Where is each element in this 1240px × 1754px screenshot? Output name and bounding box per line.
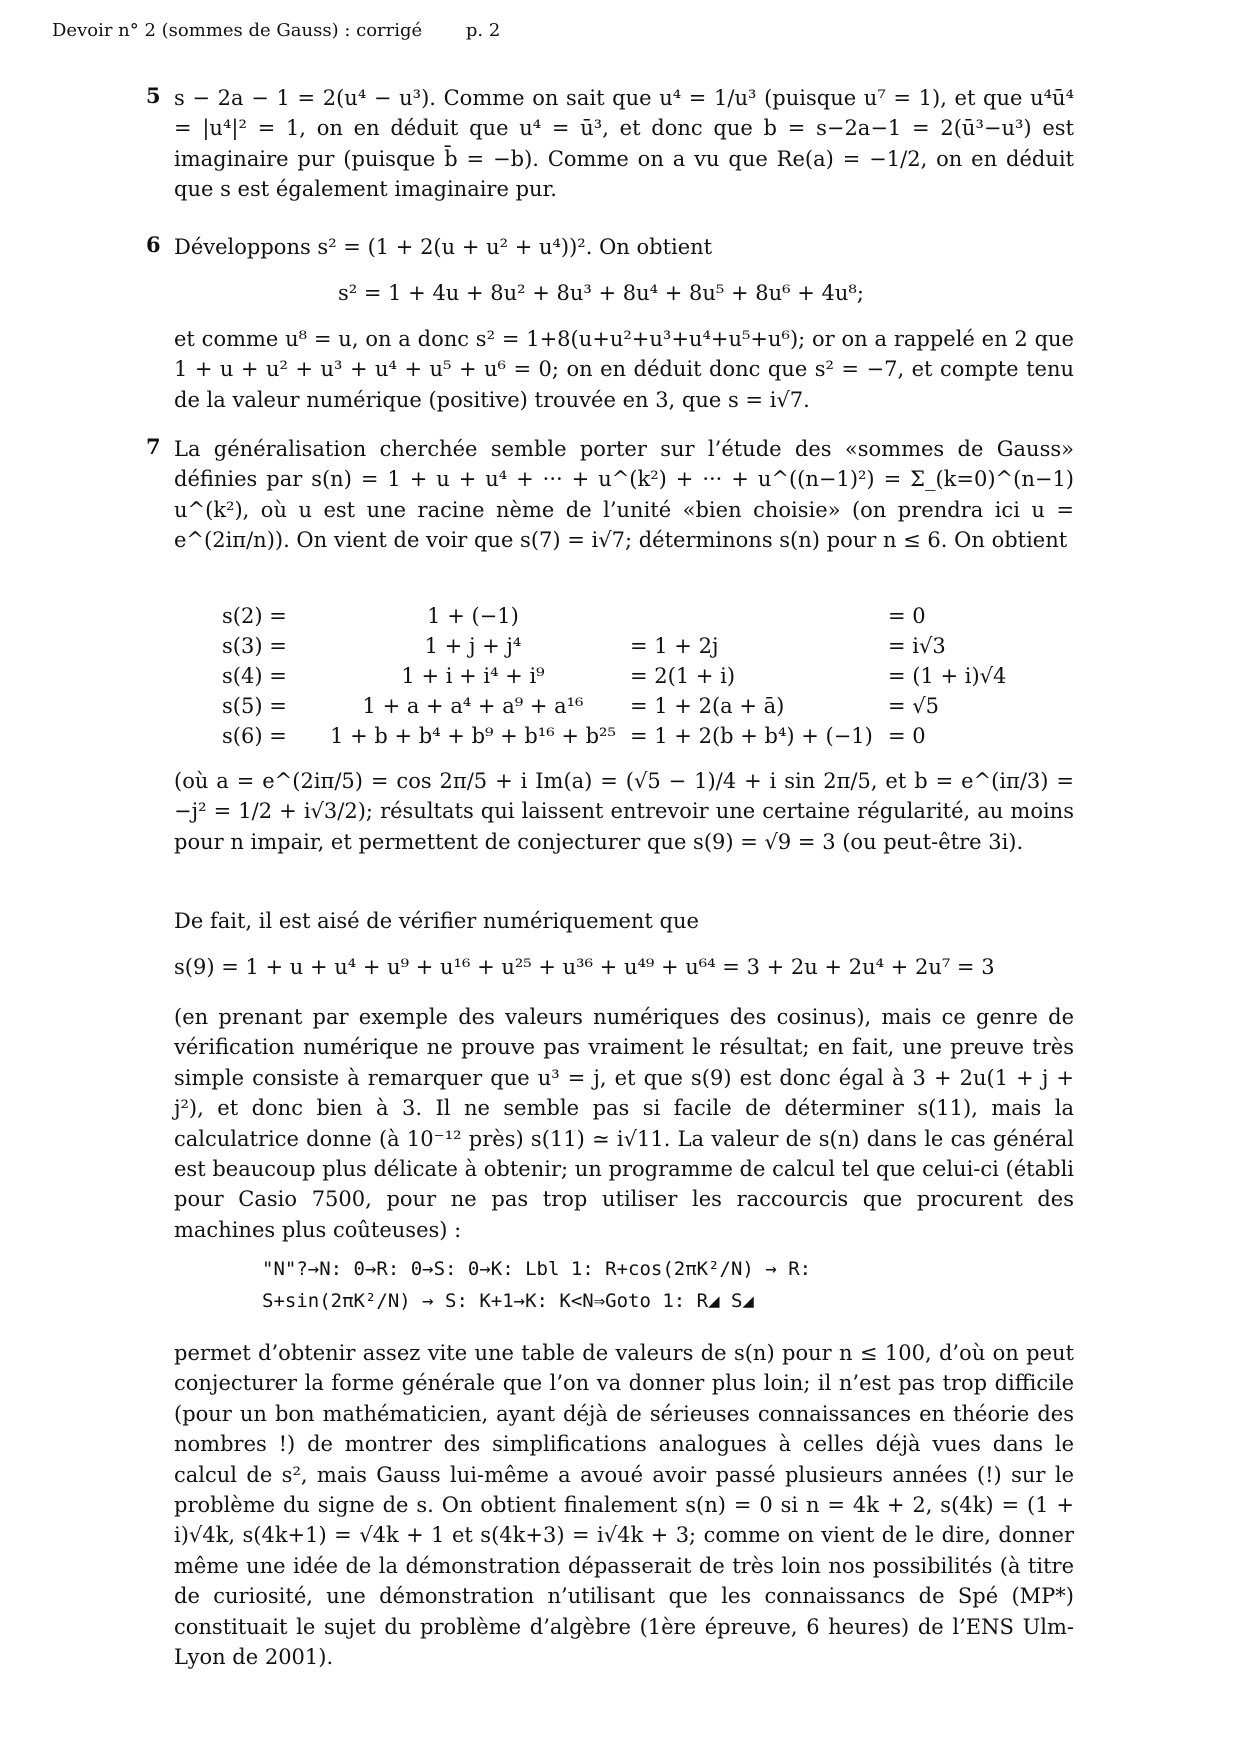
table-cell: 1 + j + j⁴ xyxy=(424,634,522,658)
header-title: Devoir n° 2 (sommes de Gauss) : corrigé xyxy=(52,20,423,41)
table-row xyxy=(222,661,1038,691)
section-7-conclusion: permet d’obtenir assez vite une table de valeurs de s(n) pour n ≤ 100, d’où on peut conjecturer la forme générale que l’on va donner plus loin; il n’est pas trop difficile (pour un bon mathématicien, ayant déjà de sérieuses connaissances en théorie des nombres !) de montrer des simplifications analogues à celles déjà vues dans le calcul de s², mais Gauss lui-même a avoué avoir passé plusieurs années (!) sur le problème du signe de s. On obtient finalement s(n) = 0 si n = 4k + 2, s(4k) = (1 + i)√4k, s(4k+1) = √4k + 1 et s(4k+3) = i√4k + 3; comme on vient de le dire, donner même une idée de la démonstration dépasserait de très loin nos possibilités (à titre de curiosité, une démonstration n’utilisant que les connaissancs de Spé (MP*) constituait le sujet du problème d’algèbre (1ère épreuve, 6 heures) de l’ENS Ulm-Lyon de 2001). xyxy=(174,1341,1074,1670)
table-cell: = (1 + i)√4 xyxy=(888,664,1007,688)
section-5-text: s − 2a − 1 = 2(u⁴ − u³). Comme on sait que u⁴ = 1/u³ (puisque u⁷ = 1), et que u⁴ū⁴ = |u⁴|² = 1, on en déduit que u⁴ = ū³, et donc que b = s−2a−1 = 2(ū³−u³) est imaginaire pur (puisque b̄ = −b). Comme on a vu que Re(a) = −1/2, on en déduit que s est également imaginaire pur. xyxy=(174,86,1074,202)
table-cell: s(5) = xyxy=(222,694,287,718)
table-cell: = 0 xyxy=(888,724,926,748)
table-cell: = i√3 xyxy=(888,634,946,658)
table-cell: s(4) = xyxy=(222,664,287,688)
table-row xyxy=(222,721,1038,751)
section-7-remark: (où a = e^(2iπ/5) = cos 2π/5 + i Im(a) = (√5 − 1)/4 + i sin 2π/5, et b = e^(iπ/3) = −j² = 1/2 + i√3/2); résultats qui laissent entrevoir une certaine régularité, au moins pour n impair, et permettent de conjecturer que s(9) = √9 = 3 (ou peut-être 3i). xyxy=(174,769,1074,854)
section-6-number: 6 xyxy=(146,232,161,257)
table-cell: 1 + b + b⁴ + b⁹ + b¹⁶ + b²⁵ xyxy=(330,724,616,748)
gauss-sums-table xyxy=(222,601,1038,751)
casio-program-line-1: "N"?→N: 0→R: 0→S: 0→K: Lbl 1: R+cos(2πK²/N) → R: xyxy=(262,1258,812,1280)
table-cell: s(3) = xyxy=(222,634,287,658)
section-7-number: 7 xyxy=(146,434,161,459)
table-cell: = 1 + 2j xyxy=(630,634,719,658)
table-cell: s(6) = xyxy=(222,724,287,748)
table-row xyxy=(222,601,1038,631)
page-header xyxy=(52,20,500,41)
section-5-number: 5 xyxy=(146,83,161,108)
section-6-text: et comme u⁸ = u, on a donc s² = 1+8(u+u²+u³+u⁴+u⁵+u⁶); or on a rappelé en 2 que 1 + u + u² + u³ + u⁴ + u⁵ + u⁶ = 0; on en déduit donc que s² = −7, et compte tenu de la valeur numérique (positive) trouvée en 3, que s = i√7. xyxy=(174,327,1074,412)
table-cell: = √5 xyxy=(888,694,940,718)
page-number: p. 2 xyxy=(465,20,501,41)
table-cell xyxy=(630,601,888,631)
table-cell: 1 + (−1) xyxy=(427,604,519,628)
equation-s-squared: s² = 1 + 4u + 8u² + 8u³ + 8u⁴ + 8u⁵ + 8u⁶ + 4u⁸; xyxy=(338,281,864,305)
section-7-discussion: (en prenant par exemple des valeurs numériques des cosinus), mais ce genre de vérification numérique ne prouve pas vraiment le résultat; en fait, une preuve très simple consiste à remarquer que u³ = j, et que s(9) est donc égal à 3 + 2u(1 + j + j²), et donc bien à 3. Il ne semble pas si facile de déterminer s(11), mais la calculatrice donne (à 10⁻¹² près) s(11) ≃ i√11. La valeur de s(n) dans le cas général est beaucoup plus délicate à obtenir; un programme de calcul tel que celui-ci (établi pour Casio 7500, pour ne pas trop utiliser les raccourcis que procurent des machines plus coûteuses) : xyxy=(174,1005,1074,1242)
table-cell: = 2(1 + i) xyxy=(630,664,736,688)
table-row xyxy=(222,631,1038,661)
table-cell: 1 + a + a⁴ + a⁹ + a¹⁶ xyxy=(362,694,584,718)
equation-s9: s(9) = 1 + u + u⁴ + u⁹ + u¹⁶ + u²⁵ + u³⁶ + u⁴⁹ + u⁶⁴ = 3 + 2u + 2u⁴ + 2u⁷ = 3 xyxy=(174,955,995,979)
table-cell: s(2) = xyxy=(222,604,287,628)
table-cell: = 1 + 2(a + ā) xyxy=(630,694,785,718)
section-7-intro: La généralisation cherchée semble porter sur l’étude des «sommes de Gauss» définies par s(n) = 1 + u + u⁴ + ··· + u^(k²) + ··· + u^((n−1)²) = Σ_(k=0)^(n−1) u^(k²), où u est une racine nème de l’unité «bien choisie» (on prendra ici u = e^(2iπ/n)). On vient de voir que s(7) = i√7; déterminons s(n) pour n ≤ 6. On obtient xyxy=(174,437,1074,553)
table-row xyxy=(222,691,1038,721)
table-cell: = 0 xyxy=(888,604,926,628)
casio-program-line-2: S+sin(2πK²/N) → S: K+1→K: K<N⇒Goto 1: R◢ S◢ xyxy=(262,1290,754,1312)
table-cell: 1 + i + i⁴ + i⁹ xyxy=(401,664,545,688)
section-6-intro: Développons s² = (1 + 2(u + u² + u⁴))². On obtient xyxy=(174,235,713,259)
table-cell: = 1 + 2(b + b⁴) + (−1) xyxy=(630,724,873,748)
section-7-verification-intro: De fait, il est aisé de vérifier numériquement que xyxy=(174,909,699,933)
